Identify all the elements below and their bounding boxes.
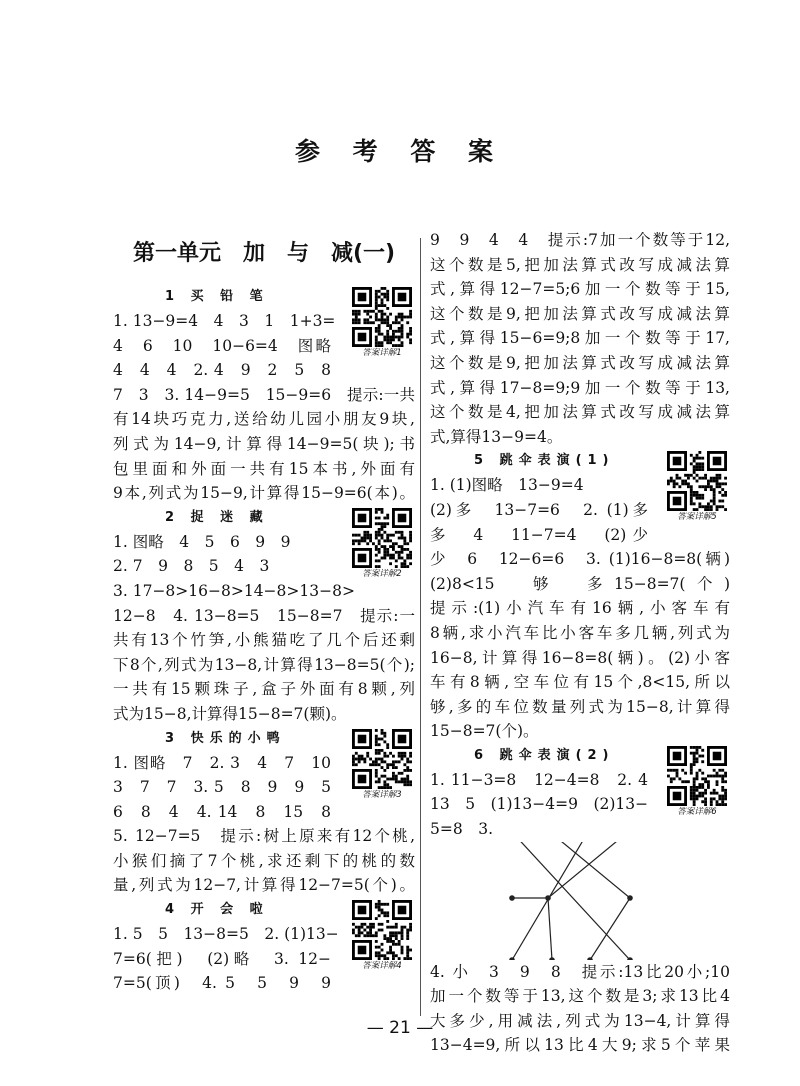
qr-label: 答案详解4	[362, 961, 402, 972]
answer-line: 9本,列式为15−9,计算得15−9=6(本)。	[113, 484, 415, 503]
match-line	[512, 842, 588, 960]
answer-line: 13 5 (1)13−4=9 (2)13−	[430, 795, 649, 814]
answer-line: 式,算得13−9=4。	[430, 427, 563, 446]
answer-line: 列式为14−9,计算得14−9=5(块);书	[113, 434, 415, 453]
section-title: 6 跳伞表演(2)	[474, 747, 615, 763]
match-dot	[628, 895, 632, 899]
answer-line: 加一个数等于13,这个数是3;求13比4	[430, 987, 730, 1006]
section-title: 3 快乐的小鸭	[165, 730, 286, 746]
answer-line: 7 3 3. 14−9=5 15−9=6 提示:一共	[113, 385, 415, 404]
answer-line: 多 4 11−7=4 (2)少	[430, 525, 648, 544]
answer-line: 1. 5 5 13−8=5 2. (1)13−	[113, 925, 339, 944]
qr-code-4[interactable]	[349, 900, 415, 972]
qr-code-icon	[667, 746, 727, 806]
answer-line: 提示:(1)小汽车有16辆,小客车有	[430, 599, 730, 618]
section-3	[113, 727, 415, 899]
answer-line: 少 6 12−6=6 3. (1)16−8=8(辆)	[430, 550, 730, 569]
match-dot	[546, 895, 550, 899]
left-column	[113, 228, 415, 996]
section-4-continued	[430, 228, 730, 449]
answer-line: 式,算得17−8=9;9加一个数等于13,	[430, 378, 730, 397]
answer-line: 这个数是4,把加法算式改写成减法算	[430, 403, 730, 422]
answer-line: 1. 13−9=4 4 3 1 1+3=	[113, 312, 336, 330]
answer-line: 这个数是9,把加法算式改写成减法算	[430, 353, 730, 372]
answer-line: 4 6 10 10−6=4 图略	[113, 336, 331, 355]
answer-line: 7=6(把) (2)略 3. 12−	[113, 949, 331, 968]
answer-line: 量,列式为12−7,计算得12−7=5(个)。	[113, 876, 415, 895]
section-title: 1 买 铅 笔	[165, 289, 269, 304]
answer-line: 16−8,计算得16−8=8(辆)。(2)小客	[430, 648, 730, 667]
match-line	[548, 842, 628, 898]
answer-line: 式,算得15−6=9;8加一个数等于17,	[430, 329, 730, 348]
match-dot	[510, 957, 514, 959]
page-title: 参 考 答 案	[294, 137, 506, 166]
answer-line: 一共有15颗珠子,盒子外面有8颗,列	[113, 680, 415, 699]
answer-line: 包里面和外面一共有15本书,外面有	[113, 459, 415, 478]
qr-label: 答案详解3	[362, 789, 402, 800]
answer-line: 式为15−8,计算得15−8=7(颗)。	[113, 704, 347, 723]
qr-code-icon	[352, 729, 412, 789]
answer-line: 共有13个竹笋,小熊猫吃了几个后还剩	[113, 631, 415, 650]
answer-line: 这个数是9,把加法算式改写成减法算	[430, 304, 730, 323]
answer-line: 1. 图略 4 5 6 9 9	[113, 532, 291, 551]
answer-line: 下8个,列式为13−8,计算得13−8=5(个);	[113, 655, 415, 674]
answer-line: 大多少,用减法,列式为13−4,计算得	[430, 1011, 730, 1030]
match-line	[590, 898, 630, 960]
section-1	[113, 285, 415, 506]
answer-line: 6 8 4 4. 14 8 15 8	[113, 802, 331, 821]
unit-title: 第一单元 加 与 减(一)	[132, 241, 396, 266]
answer-line: 这个数是5,把加法算式改写成减法算	[430, 255, 730, 274]
match-dot	[588, 957, 592, 959]
matching-diagram	[430, 842, 730, 960]
answer-line: 5=8 3.	[430, 820, 493, 839]
answer-line: 7=5(顶) 4. 5 5 9 9	[113, 974, 331, 993]
answer-line: 1. 11−3=8 12−4=8 2. 4	[430, 770, 648, 789]
section-6	[430, 744, 730, 1058]
match-dot	[628, 957, 632, 959]
answer-line: 4. 小 3 9 8 提示:13比20小;10	[430, 962, 730, 981]
qr-code-6[interactable]	[664, 746, 730, 818]
matching-lines-svg	[430, 842, 730, 960]
section-5	[430, 449, 730, 744]
answer-line: 车有8辆,空车位有15个,8<15,所以	[430, 673, 730, 692]
answer-line: 3 7 7 3. 5 8 9 9 5	[113, 778, 331, 797]
qr-label: 答案详解2	[362, 568, 402, 579]
qr-code-icon	[667, 451, 727, 511]
qr-label: 答案详解5	[677, 512, 717, 523]
answer-line: 13−4=9,所以13比4大9;求5个苹果	[430, 1036, 730, 1055]
qr-label: 答案详解6	[677, 806, 717, 817]
match-dot	[510, 895, 514, 899]
match-line	[548, 898, 552, 960]
answer-line: 够,多的车位数量列式为15−8,计算得	[430, 697, 730, 716]
answer-line: 有14块巧克力,送给幼儿园小朋友9块,	[113, 410, 415, 429]
right-column	[430, 228, 730, 1058]
section-title: 2 捉 迷 藏	[165, 509, 269, 525]
answer-line: 3. 17−8>16−8>14−8>13−8>	[113, 581, 355, 600]
qr-code-icon	[352, 287, 412, 347]
column-divider	[420, 238, 421, 1016]
answer-line: 1. (1)图略 13−9=4	[430, 476, 584, 495]
qr-code-2[interactable]	[349, 508, 415, 580]
qr-code-icon	[352, 900, 412, 960]
qr-code-icon	[352, 508, 412, 568]
page-number: — 21 —	[366, 1018, 434, 1038]
answer-line: 12−8 4. 13−8=5 15−8=7 提示:一	[113, 606, 415, 625]
qr-code-5[interactable]	[664, 451, 730, 523]
answer-line: 8辆,求小汽车比小客车多几辆,列式为	[430, 623, 730, 642]
answer-line: 1. 图略 7 2. 3 4 7 10	[113, 753, 331, 772]
match-dot	[550, 957, 554, 959]
answer-line: 15−8=7(个)。	[430, 722, 539, 741]
answer-line: (2)多 13−7=6 2. (1)多	[430, 500, 648, 519]
answer-line: 小猴们摘了7个桃,求还剩下的桃的数	[113, 851, 415, 870]
answer-line: 4 4 4 2. 4 9 2 5 8	[113, 361, 331, 380]
section-2	[113, 506, 415, 727]
answer-line: 5. 12−7=5 提示:树上原来有12个桃,	[113, 827, 415, 846]
qr-code-1[interactable]	[349, 287, 415, 359]
qr-code-3[interactable]	[349, 729, 415, 801]
section-title: 5 跳伞表演(1)	[474, 453, 615, 469]
match-line	[550, 842, 630, 898]
answer-line: 式,算得12−7=5;6加一个数等于15,	[430, 280, 730, 299]
qr-label: 答案详解1	[362, 348, 402, 358]
answer-line: (2)8<15 够 多15−8=7(个)	[430, 574, 730, 593]
answer-line: 2. 7 9 8 5 4 3	[113, 557, 270, 576]
section-4	[113, 898, 415, 996]
answer-line: 9 9 4 4 提示:7加一个数等于12,	[430, 231, 730, 249]
section-title: 4 开 会 啦	[165, 902, 269, 918]
